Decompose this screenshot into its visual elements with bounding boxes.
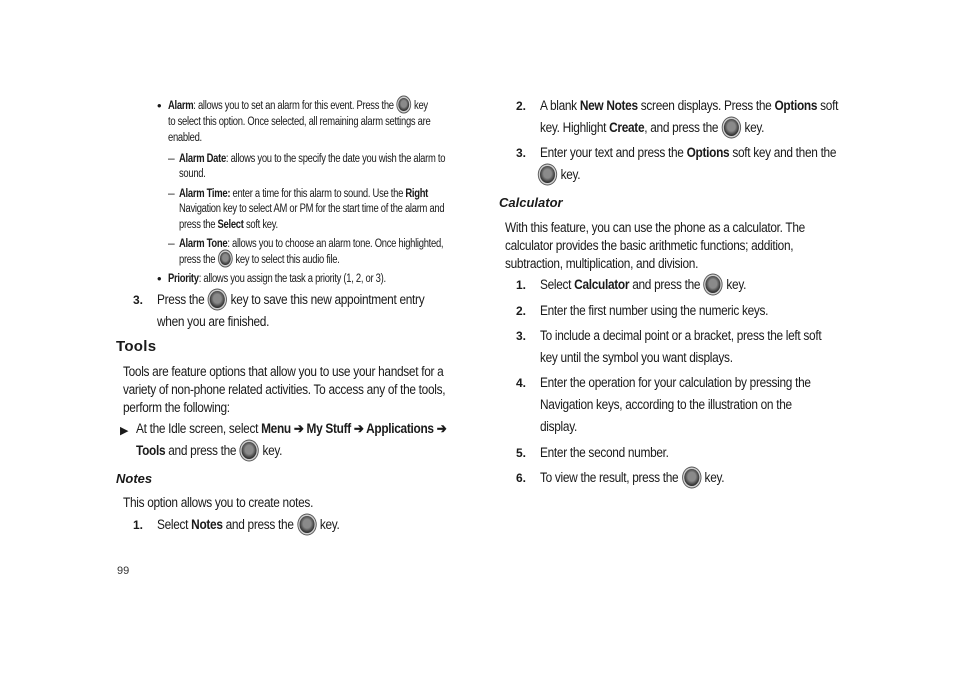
step-number: 3. <box>516 146 527 160</box>
alarm-label: Alarm <box>168 100 194 112</box>
step-number: 5. <box>516 446 527 460</box>
r-step2-line2 <box>540 117 764 139</box>
calc-step4-line3: display. <box>540 419 577 434</box>
alarm-tone-text2a: press the <box>179 254 216 266</box>
notes-step1-text1: Select <box>157 517 192 532</box>
r-step3-line2-text: key. <box>560 167 581 182</box>
r-step2-line2b: , and press the <box>644 120 719 135</box>
step3-text1a: Press the <box>157 292 205 307</box>
alarm-time-line3 <box>179 217 278 233</box>
alarm-bullet: • <box>157 98 162 113</box>
notes-label: Notes <box>191 517 223 532</box>
sep3: ➔ <box>433 421 447 436</box>
menu-label: Menu <box>261 421 291 436</box>
calc-step6-text1: To view the result, press the <box>540 470 679 485</box>
tools-para-line2: variety of non-phone related activities. To access any of the tools, <box>123 382 446 397</box>
step3-text1b: key to save this new appointment entry <box>230 292 425 307</box>
calc-step6-text2: key. <box>704 470 725 485</box>
step-number: 2. <box>516 304 527 318</box>
right-key-label: Right <box>405 188 429 200</box>
alarm-item <box>168 98 428 114</box>
step-number: 1. <box>133 518 144 532</box>
r-step3-line1 <box>540 142 836 164</box>
select-key-label: Select <box>217 219 244 231</box>
step-number: 6. <box>516 471 527 485</box>
step-number: 2. <box>516 99 527 113</box>
sep2: ➔ <box>350 421 367 436</box>
calc-para-line1: With this feature, you can use the phone as a calculator. The <box>505 220 805 235</box>
alarm-date-dash: – <box>168 151 175 165</box>
calc-step4-line2: Navigation keys, according to the illustration on the <box>540 397 792 412</box>
r-step3-line2 <box>540 164 580 186</box>
calculator-label: Calculator <box>574 277 630 292</box>
priority-item <box>168 271 386 287</box>
calc-para-line2: calculator provides the basic arithmetic functions; addition, <box>505 238 794 253</box>
alarm-tone-line2 <box>179 252 340 268</box>
alarm-date-line2: sound. <box>179 168 206 180</box>
calc-step3-line2: key until the symbol you want displays. <box>540 350 733 365</box>
calc-para-line3: subtraction, multiplication, and division. <box>505 256 699 271</box>
tools-label: Tools <box>136 443 166 458</box>
step-arrow-icon: ▶ <box>120 425 129 437</box>
alarm-date-item <box>179 151 445 167</box>
r-step2-text3: soft <box>817 98 839 113</box>
create-label: Create <box>609 120 645 135</box>
options-label: Options <box>686 145 730 160</box>
page-number: 99 <box>117 565 130 577</box>
center-key-icon <box>220 252 231 265</box>
center-key-icon <box>210 291 225 308</box>
newnotes-label: New Notes <box>579 98 638 113</box>
alarm-time-text: enter a time for this alarm to sound. Use the <box>230 188 406 200</box>
tools-step-line2 <box>136 440 282 462</box>
mystuff-label: My Stuff <box>306 421 351 436</box>
notes-step1-text2: and press the <box>222 517 294 532</box>
priority-label: Priority <box>168 273 199 285</box>
step-number: 3. <box>516 329 527 343</box>
step-number: 4. <box>516 376 527 390</box>
notes-para: This option allows you to create notes. <box>123 495 314 510</box>
alarm-tone-text2b: key to select this audio file. <box>235 254 340 266</box>
r-step2-line1 <box>540 95 838 117</box>
r-step2-text2: screen displays. Press the <box>637 98 775 113</box>
alarm-time-text3b: soft key. <box>243 219 278 231</box>
calc-step6 <box>540 467 724 489</box>
tools-para-line3: perform the following: <box>123 400 230 415</box>
tools-step-text1: At the Idle screen, select <box>136 421 262 436</box>
center-key-icon <box>299 516 314 533</box>
tools-step-text2a: and press the <box>165 443 237 458</box>
applications-label: Applications <box>366 421 434 436</box>
center-key-icon <box>706 276 721 293</box>
alarm-line3: enabled. <box>168 132 202 144</box>
options-label: Options <box>774 98 818 113</box>
alarm-tone-dash: – <box>168 236 175 250</box>
alarm-text: : allows you to set an alarm for this event. Press the <box>193 100 394 112</box>
alarm-date-text: : allows you to the specify the date you wish the alarm to <box>225 153 446 165</box>
calc-step3-line1: To include a decimal point or a bracket, press the left soft <box>540 328 822 343</box>
alarm-time-dash: – <box>168 186 175 200</box>
sep1: ➔ <box>290 421 307 436</box>
step-number: 1. <box>516 278 527 292</box>
calc-step2: Enter the first number using the numeric keys. <box>540 303 769 318</box>
r-step3-text1: Enter your text and press the <box>540 145 687 160</box>
alarm-time-line2: Navigation key to select AM or PM for the start time of the alarm and <box>179 203 445 215</box>
alarm-time-label: Alarm Time: <box>179 188 231 200</box>
alarm-tone-item <box>179 236 443 252</box>
tools-step-line1 <box>136 418 446 440</box>
tools-step-text2b: key. <box>262 443 283 458</box>
section-heading-calculator: Calculator <box>499 195 563 210</box>
section-heading-notes: Notes <box>116 471 153 486</box>
r-step2-line2c: key. <box>744 120 765 135</box>
calc-step1 <box>540 274 746 296</box>
r-step2-text1: A blank <box>540 98 580 113</box>
calc-step1-text1: Select <box>540 277 575 292</box>
tools-para-line1: Tools are feature options that allow you to use your handset for a <box>123 364 444 379</box>
notes-step1-text3: key. <box>319 517 340 532</box>
calc-step1-text3: key. <box>726 277 747 292</box>
r-step3-text2: soft key and then the <box>729 145 837 160</box>
calc-step4-line1: Enter the operation for your calculation by pressing the <box>540 375 811 390</box>
alarm-tone-text: : allows you to choose an alarm tone. Once highlighted, <box>227 238 444 250</box>
alarm-date-label: Alarm Date <box>179 153 226 165</box>
alarm-text-key: key <box>414 100 428 112</box>
center-key-icon <box>684 469 699 486</box>
section-heading-tools: Tools <box>116 338 157 355</box>
calc-step5: Enter the second number. <box>540 445 669 460</box>
center-key-icon <box>724 119 739 136</box>
r-step2-line2a: key. Highlight <box>540 120 610 135</box>
center-key-icon <box>540 166 555 183</box>
priority-text: : allows you assign the task a priority (1, 2, or 3). <box>198 273 386 285</box>
center-key-icon <box>242 442 257 459</box>
alarm-tone-label: Alarm Tone <box>179 238 228 250</box>
center-key-icon <box>399 98 410 111</box>
notes-step1 <box>157 514 340 536</box>
alarm-time-text3a: press the <box>179 219 218 231</box>
calc-step1-text2: and press the <box>629 277 701 292</box>
alarm-line2: to select this option. Once selected, all remaining alarm settings are <box>168 116 431 128</box>
step-number: 3. <box>133 293 144 307</box>
alarm-time-item <box>179 186 428 202</box>
step3-line1 <box>157 289 424 311</box>
step3-line2: when you are finished. <box>157 314 270 329</box>
priority-bullet: • <box>157 271 162 286</box>
